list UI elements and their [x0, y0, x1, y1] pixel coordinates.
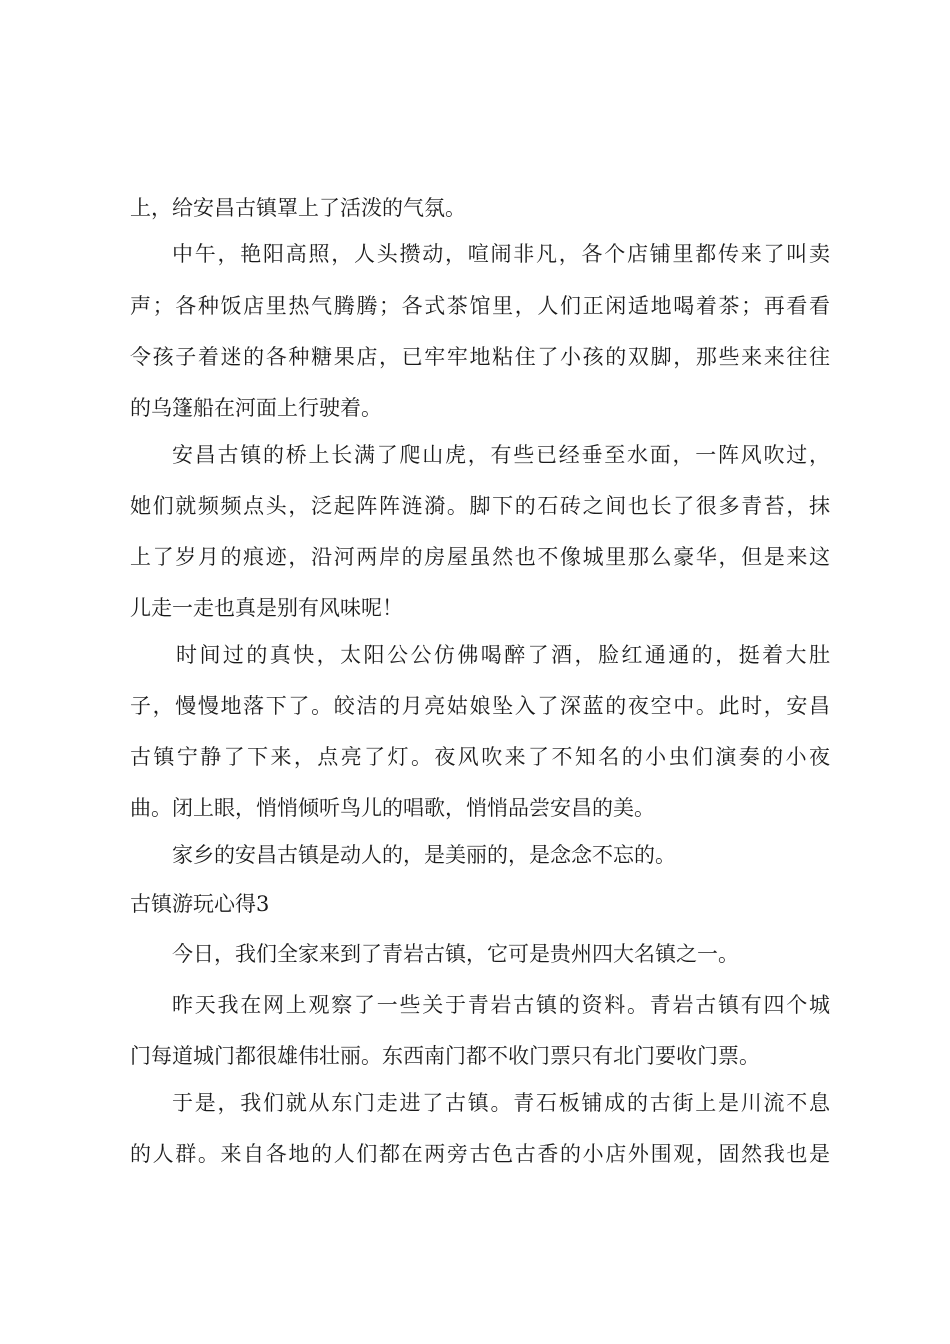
paragraph-line: 声；各种饭店里热气腾腾；各式茶馆里，人们正闲适地喝着茶；再看看: [130, 294, 830, 318]
paragraph-line: 安昌古镇的桥上长满了爬山虎，有些已经垂至水面，一阵风吹过，: [172, 443, 830, 467]
paragraph-line: 古镇宁静了下来，点亮了灯。夜风吹来了不知名的小虫们演奏的小夜: [130, 745, 830, 769]
paragraph-line: 上了岁月的痕迹，沿河两岸的房屋虽然也不像城里那么豪华，但是来这: [130, 545, 830, 569]
section-heading: 古镇游玩心得3: [130, 892, 270, 916]
paragraph-line: 家乡的安昌古镇是动人的，是美丽的，是念念不忘的。: [172, 843, 676, 867]
paragraph-line: 她们就频频点头，泛起阵阵涟漪。脚下的石砖之间也长了很多青苔，抹: [130, 494, 830, 518]
paragraph-line: 昨天我在网上观察了一些关于青岩古镇的资料。青岩古镇有四个城: [172, 993, 830, 1017]
paragraph-line: 令孩子着迷的各种糖果店，已牢牢地粘住了小孩的双脚，那些来来往往: [130, 345, 830, 369]
paragraph-line: 今日，我们全家来到了青岩古镇，它可是贵州四大名镇之一。: [172, 942, 739, 966]
paragraph-line: 中午，艳阳高照，人头攒动，喧闹非凡，各个店铺里都传来了叫卖: [172, 242, 830, 266]
paragraph-line: 的乌篷船在河面上行驶着。: [130, 396, 382, 420]
paragraph-line: 于是，我们就从东门走进了古镇。青石板铺成的古街上是川流不息: [172, 1091, 830, 1115]
paragraph-line: 时间过的真快，太阳公公仿佛喝醉了酒，脸红通通的，挺着大肚: [176, 643, 830, 667]
paragraph-line: 儿走一走也真是别有风味呢！: [130, 596, 403, 620]
paragraph-line: 门每道城门都很雄伟壮丽。东西南门都不收门票只有北门要收门票。: [130, 1044, 760, 1068]
paragraph-line: 的人群。来自各地的人们都在两旁古色古香的小店外围观，固然我也是: [130, 1142, 830, 1166]
paragraph-line: 曲。闭上眼，悄悄倾听鸟儿的唱歌，悄悄品尝安昌的美。: [130, 796, 655, 820]
paragraph-line: 上，给安昌古镇罩上了活泼的气氛。: [130, 196, 466, 220]
paragraph-line: 子，慢慢地落下了。皎洁的月亮姑娘坠入了深蓝的夜空中。此时，安昌: [130, 694, 830, 718]
